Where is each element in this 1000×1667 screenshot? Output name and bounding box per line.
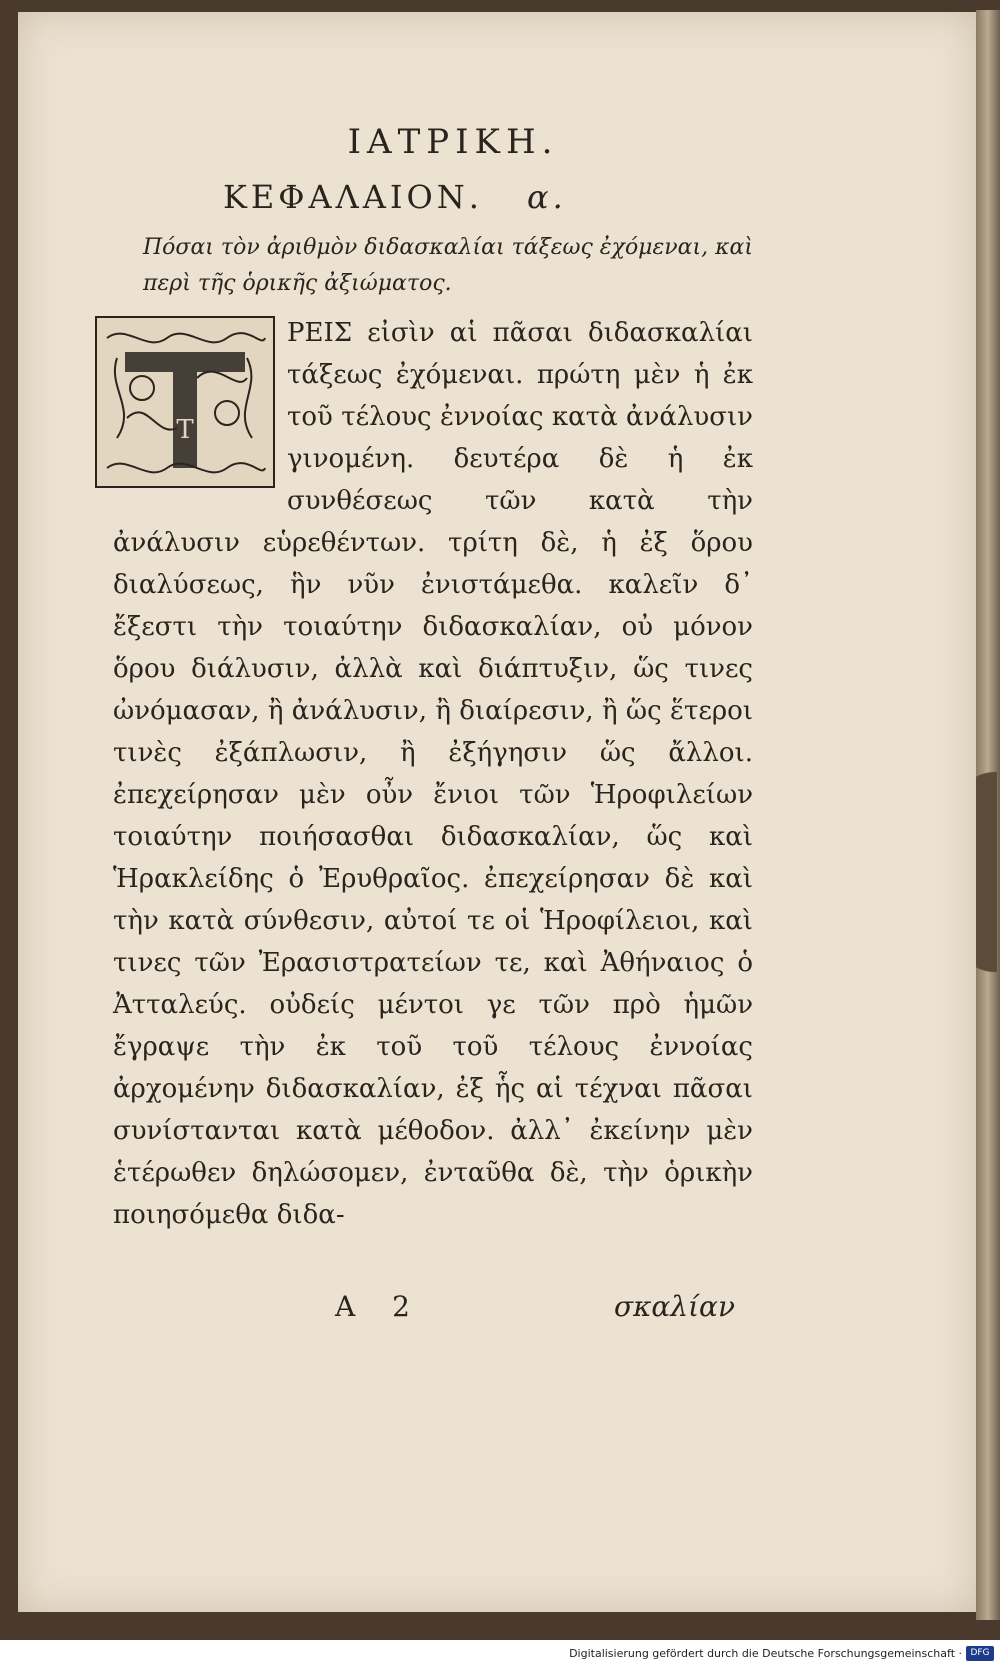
chapter-heading [223,178,753,222]
chapter-number: α. [527,178,567,216]
body-text [113,312,753,1236]
svg-text:T: T [176,415,194,445]
chapter-title: ΚΕΦΑΛΑΙΟΝ. [223,178,483,216]
credit-bar [0,1642,1000,1667]
credit-text: Digitalisierung gefördert durch die Deutsche Forschungsgemeinschaft · [569,1647,962,1660]
text-block [113,102,753,1236]
dfg-logo-icon: DFG [966,1646,994,1661]
page-footer-line [95,1290,735,1330]
book-page [18,12,976,1612]
chapter-subtitle: Πόσαι τὸν ἀριθμὸν διδασκαλίαι τάξεως ἐχόμεναι, καὶ περὶ τῆς ὁρικῆς ἀξιώματος. [143,235,754,296]
initial-ornament-icon [97,318,273,486]
body-paragraph: ΡΕΙΣ εἰσὶν αἱ πᾶσαι διδασκαλίαι τάξεως ἐχόμεναι. πρώτη μὲν ἡ ἐκ τοῦ τέλους ἐννοίας κατὰ ἀνάλυσιν γινομένη. δευτέρα δὲ ἡ ἐκ συνθέσεως τῶν κατὰ τὴν ἀνάλυσιν εὑρεθέντων. τρίτη δὲ, ἡ ἐξ ὅρου διαλύσεως, ἣν νῦν ἐνιστάμεθα. καλεῖν δ᾽ ἔξεστι τὴν τοιαύτην διδασκαλίαν, οὐ μόνον ὅρου διάλυσιν, ἀλλὰ καὶ διάπτυξιν, ὥς τινες ὠνόμασαν, ἢ ἀνάλυσιν, ἢ διαίρεσιν, ἢ ὥς ἕτεροι τινὲς ἐξάπλωσιν, ἢ ἐξήγησιν ὥς ἄλλοι. ἐπεχείρησαν μὲν οὖν ἔνιοι τῶν Ἡροφιλείων τοιαύτην ποιήσασθαι διδασκαλίαν, ὥς καὶ Ἡρακλείδης ὁ Ἐρυθραῖος. ἐπεχείρησαν δὲ καὶ τὴν κατὰ σύνθεσιν, αὐτοί τε οἱ Ἡροφίλειοι, καὶ τινες τῶν Ἐρασιστρατείων τε, καὶ Ἀθήναιος ὁ Ἀτταλεύς. οὐδείς μέντοι γε τῶν πρὸ ἡμῶν ἔγραψε τὴν ἐκ τοῦ τοῦ τέλους ἐννοίας ἀρχομένην διδασκαλίαν, ἐξ ἧς αἱ τέχναι πᾶσαι συνίστανται κατὰ μέθοδον. ἀλλ᾽ ἐκείνην μὲν ἑτέρωθεν δηλώσομεν, ἐνταῦθα δὲ, τὴν ὁρικὴν ποιησόμεθα διδα- [113,318,753,1230]
catchword: σκαλίαν [613,1290,735,1323]
signature-mark: A 2 [335,1290,424,1323]
running-head: ΙΑΤΡΙΚΗ. [347,122,559,162]
decorated-initial [95,316,275,488]
